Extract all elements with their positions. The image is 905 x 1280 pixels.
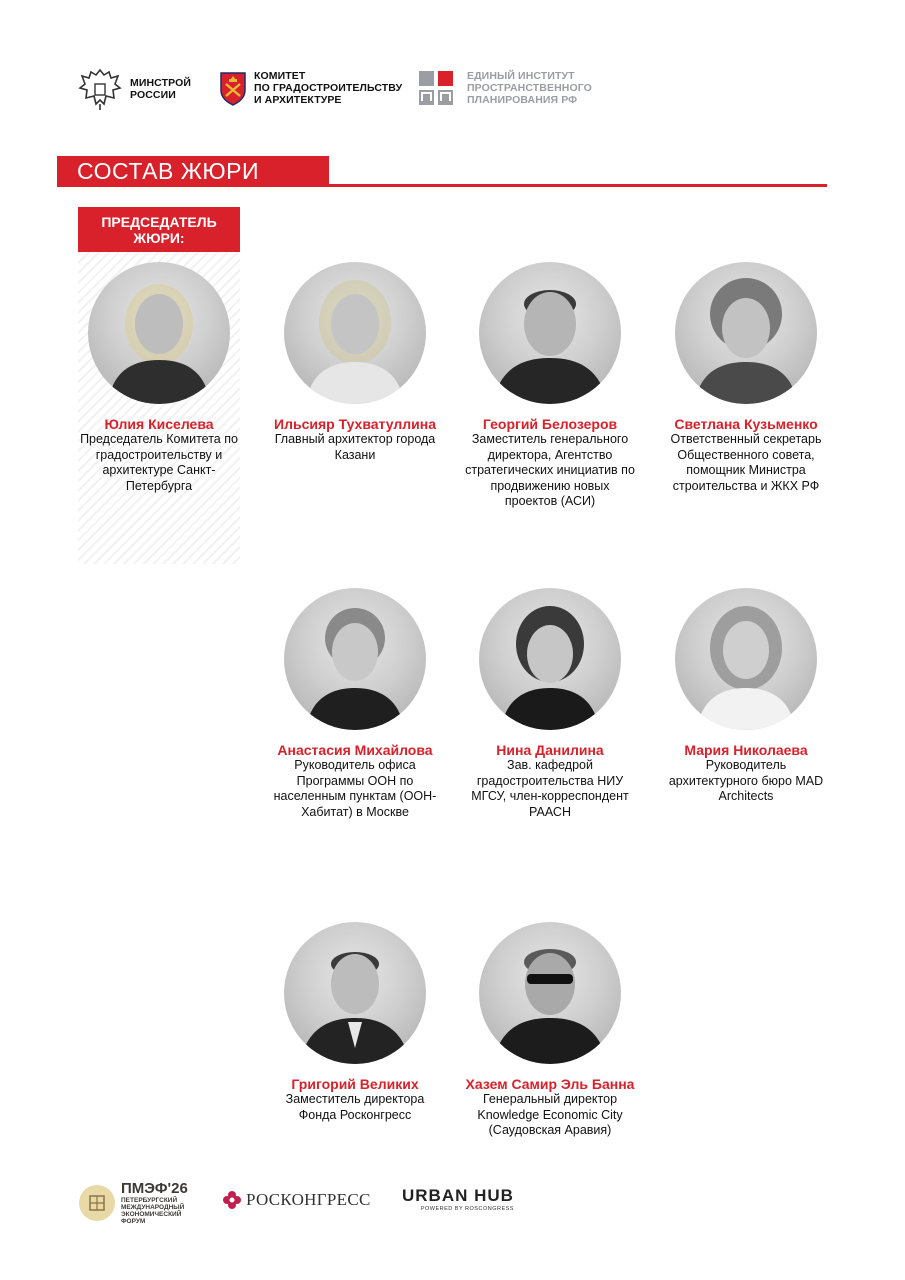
urbanhub-label: URBAN HUB — [402, 1186, 514, 1205]
member-card-nikolaeva — [661, 588, 831, 805]
roscongress-flower-icon — [222, 1190, 242, 1210]
minstroy-line2: РОССИИ — [130, 89, 176, 101]
komitet-line2: ПО ГРАДОСТРОИТЕЛЬСТВУ — [254, 82, 403, 94]
member-card-kuzmenko — [661, 262, 831, 494]
person-silhouette-icon — [479, 262, 621, 404]
institut-line2: ПРОСТРАНСТВЕННОГО — [467, 82, 592, 94]
member-card-el-banna — [465, 922, 635, 1139]
title-band — [57, 156, 329, 186]
person-silhouette-icon — [284, 922, 426, 1064]
pmef-line2: МЕЖДУНАРОДНЫЙ — [121, 1204, 185, 1211]
member-photo — [675, 588, 817, 730]
urbanhub-logo — [402, 1186, 514, 1212]
member-card-kiseleva — [74, 262, 244, 494]
member-name: Хазем Самир Эль Банна — [465, 1076, 635, 1092]
member-role: Руководитель архитектурного бюро MAD Architects — [668, 758, 824, 803]
member-name: Светлана Кузьменко — [674, 416, 818, 432]
member-photo — [284, 588, 426, 730]
page-title: СОСТАВ ЖЮРИ — [77, 158, 260, 184]
member-card-tukhvatullina — [270, 262, 440, 463]
member-card-mikhaylova — [270, 588, 440, 820]
person-silhouette-icon — [675, 262, 817, 404]
roscongress-label: РОСКОНГРЕСС — [246, 1190, 371, 1209]
institut-logo — [419, 70, 592, 106]
member-photo — [675, 262, 817, 404]
person-silhouette-icon — [479, 588, 621, 730]
member-role: Генеральный директор Knowledge Economic City (Саудовская Аравия) — [477, 1092, 623, 1137]
member-card-belozerov — [465, 262, 635, 510]
person-silhouette-icon — [88, 262, 230, 404]
member-photo — [88, 262, 230, 404]
member-role: Председатель Комитета по градостроительству и архитектуре Санкт-Петербурга — [80, 432, 238, 493]
institut-line1: ЕДИНЫЙ ИНСТИТУТ — [467, 70, 575, 82]
institut-emblem-icon — [419, 71, 453, 105]
member-photo — [479, 588, 621, 730]
member-name: Ильсияр Тухватуллина — [274, 416, 436, 432]
member-name: Юлия Киселева — [104, 416, 214, 432]
title-underline — [57, 184, 827, 187]
person-silhouette-icon — [284, 262, 426, 404]
coat-of-arms-icon — [218, 70, 248, 106]
member-photo — [284, 262, 426, 404]
member-role: Заместитель генерального директора, Агентство стратегических инициатив по продвижению новых проектов (АСИ) — [465, 432, 635, 508]
member-photo — [479, 262, 621, 404]
member-card-danilina — [465, 588, 635, 820]
person-silhouette-icon — [284, 588, 426, 730]
member-role: Зав. кафедрой градостроительства НИУ МГСУ, член-корреспондент РААСН — [471, 758, 629, 819]
member-name: Георгий Белозеров — [482, 416, 618, 432]
eagle-emblem-icon — [78, 66, 122, 112]
pmef-line1: ПЕТЕРБУРГСКИЙ — [121, 1197, 178, 1204]
member-name: Григорий Великих — [291, 1076, 419, 1092]
person-silhouette-icon — [675, 588, 817, 730]
member-role: Руководитель офиса Программы ООН по населенным пунктам (ООН-Хабитат) в Москве — [273, 758, 437, 819]
minstroy-logo — [78, 66, 191, 112]
member-role: Заместитель директора Фонда Росконгресс — [285, 1092, 425, 1122]
minstroy-line1: МИНСТРОЙ — [130, 77, 191, 89]
member-name: Мария Николаева — [684, 742, 808, 758]
member-role: Ответственный секретарь Общественного совета, помощник Министра строительства и ЖКХ РФ — [670, 432, 822, 493]
person-silhouette-icon — [479, 922, 621, 1064]
chair-label: ПРЕДСЕДАТЕЛЬ ЖЮРИ: — [78, 207, 240, 252]
pmef-logo — [78, 1180, 188, 1225]
roscongress-logo — [222, 1190, 371, 1210]
komitet-logo — [218, 70, 402, 106]
pmef-line4: ФОРУМ — [121, 1218, 146, 1225]
member-photo — [284, 922, 426, 1064]
pmef-title: ПМЭФ'26 — [121, 1180, 188, 1197]
member-photo — [479, 922, 621, 1064]
member-name: Нина Данилина — [496, 742, 604, 758]
institut-line3: ПЛАНИРОВАНИЯ РФ — [467, 94, 578, 106]
pmef-line3: ЭКОНОМИЧЕСКИЙ — [121, 1211, 182, 1218]
member-role: Главный архитектор города Казани — [274, 432, 436, 462]
komitet-line1: КОМИТЕТ — [254, 70, 306, 82]
komitet-line3: И АРХИТЕКТУРЕ — [254, 94, 342, 106]
urbanhub-sub: POWERED BY ROSCONGRESS — [420, 1206, 514, 1212]
pmef-emblem-icon — [78, 1184, 116, 1222]
member-name: Анастасия Михайлова — [277, 742, 433, 758]
member-card-velikikh — [270, 922, 440, 1123]
